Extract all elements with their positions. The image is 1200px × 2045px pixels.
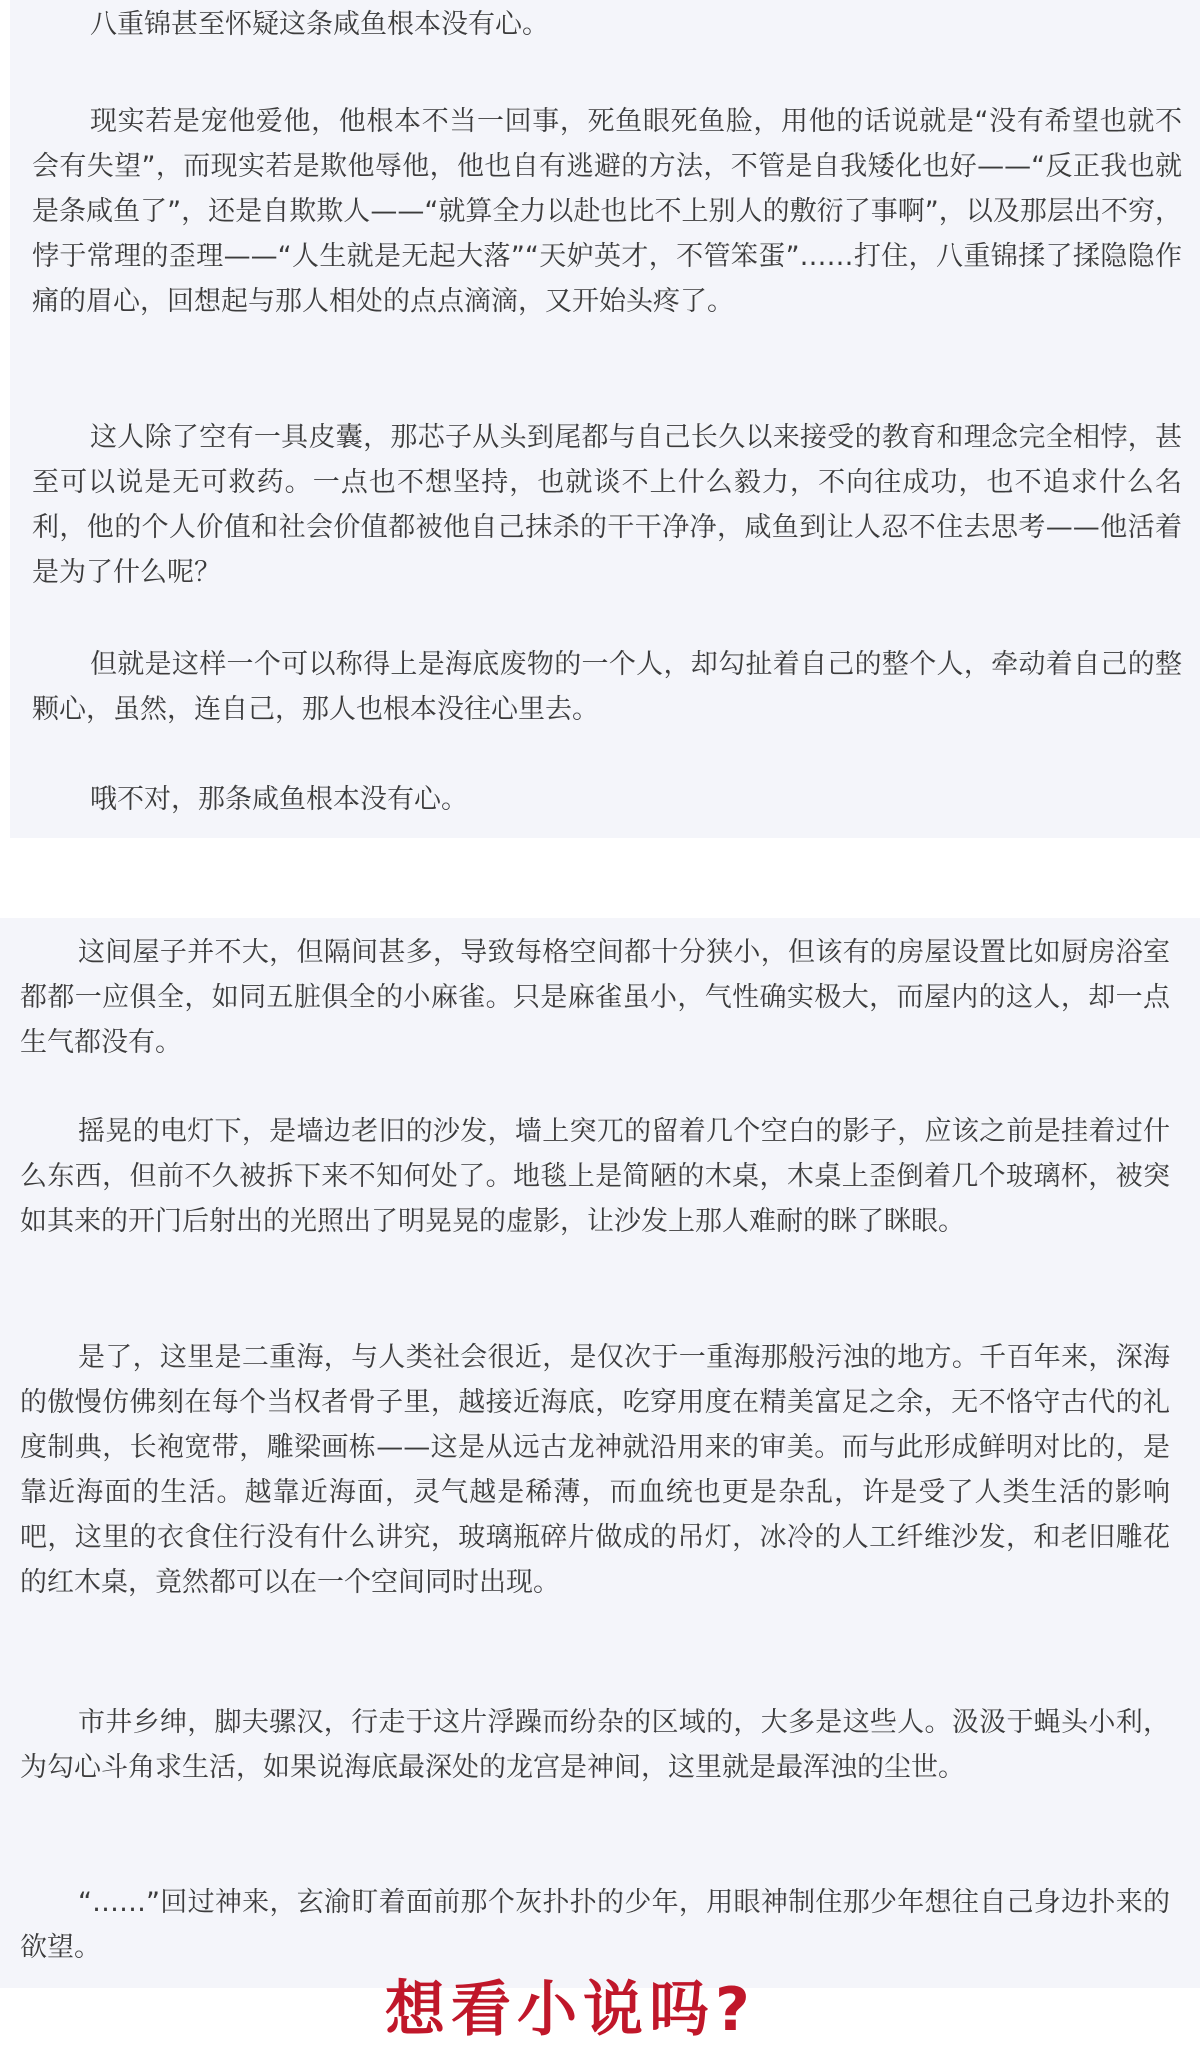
paragraph: 市井乡绅，脚夫骡汉，行走于这片浮躁而纷杂的区域的，大多是这些人。汲汲于蝇头小利，为勾心斗角求生活，如果说海底最深处的龙宫是神间，这里就是最浑浊的尘世。 [20, 1707, 1170, 1783]
paragraph: 现实若是宠他爱他，他根本不当一回事，死鱼眼死鱼脸，用他的话说就是“没有希望也就不会有失望”，而现实若是欺他辱他，他也自有逃避的方法，不管是自我矮化也好——“反正我也就是条咸鱼了”，还是自欺欺人——“就算全力以赴也比不上别人的敷衍了事啊”，以及那层出不穷，悖于常理的歪理——“人生就是无起大落”“天妒英才，不管笨蛋”……打住，八重锦揉了揉隐隐作痛的眉心，回想起与那人相处的点点滴滴，又开始头疼了。 [32, 106, 1182, 317]
paragraph: “……”回过神来，玄渝盯着面前那个灰扑扑的少年，用眼神制住那少年想往自己身边扑来的欲望。 [20, 1887, 1170, 1963]
paragraph: 哦不对，那条咸鱼根本没有心。 [90, 784, 468, 815]
paragraph: 但就是这样一个可以称得上是海底废物的一个人，却勾扯着自己的整个人，牵动着自己的整颗心，虽然，连自己，那人也根本没往心里去。 [32, 649, 1182, 725]
promo-banner[interactable] [0, 1975, 1200, 2045]
paragraph: 这人除了空有一具皮囊，那芯子从头到尾都与自己长久以来接受的教育和理念完全相悖，甚至可以说是无可救药。一点也不想坚持，也就谈不上什么毅力，不向往成功，也不追求什么名利，他的个人价值和社会价值都被他自己抹杀的干干净净，咸鱼到让人忍不住去思考——他活着是为了什么呢？ [32, 422, 1182, 588]
promo-banner-text[interactable]: 想看小说吗? [385, 1975, 756, 2045]
paragraph: 摇晃的电灯下，是墙边老旧的沙发，墙上突兀的留着几个空白的影子，应该之前是挂着过什么东西，但前不久被拆下来不知何处了。地毯上是简陋的木桌，木桌上歪倒着几个玻璃杯，被突如其来的开门后射出的光照出了明晃晃的虚影，让沙发上那人难耐的眯了眯眼。 [20, 1116, 1170, 1237]
text-block-1 [10, 0, 1200, 838]
paragraph: 八重锦甚至怀疑这条咸鱼根本没有心。 [90, 9, 549, 40]
paragraph: 是了，这里是二重海，与人类社会很近，是仅次于一重海那般污浊的地方。千百年来，深海的傲慢仿佛刻在每个当权者骨子里，越接近海底，吃穿用度在精美富足之余，无不恪守古代的礼度制典，长袍宽带，雕梁画栋——这是从远古龙神就沿用来的审美。而与此形成鲜明对比的，是靠近海面的生活。越靠近海面，灵气越是稀薄，而血统也更是杂乱，许是受了人类生活的影响吧，这里的衣食住行没有什么讲究，玻璃瓶碎片做成的吊灯，冰冷的人工纤维沙发，和老旧雕花的红木桌，竟然都可以在一个空间同时出现。 [20, 1342, 1170, 1598]
paragraph: 这间屋子并不大，但隔间甚多，导致每格空间都十分狭小，但该有的房屋设置比如厨房浴室都都一应俱全，如同五脏俱全的小麻雀。只是麻雀虽小，气性确实极大，而屋内的这人，却一点生气都没有。 [20, 937, 1170, 1058]
text-block-2 [0, 918, 1200, 1988]
